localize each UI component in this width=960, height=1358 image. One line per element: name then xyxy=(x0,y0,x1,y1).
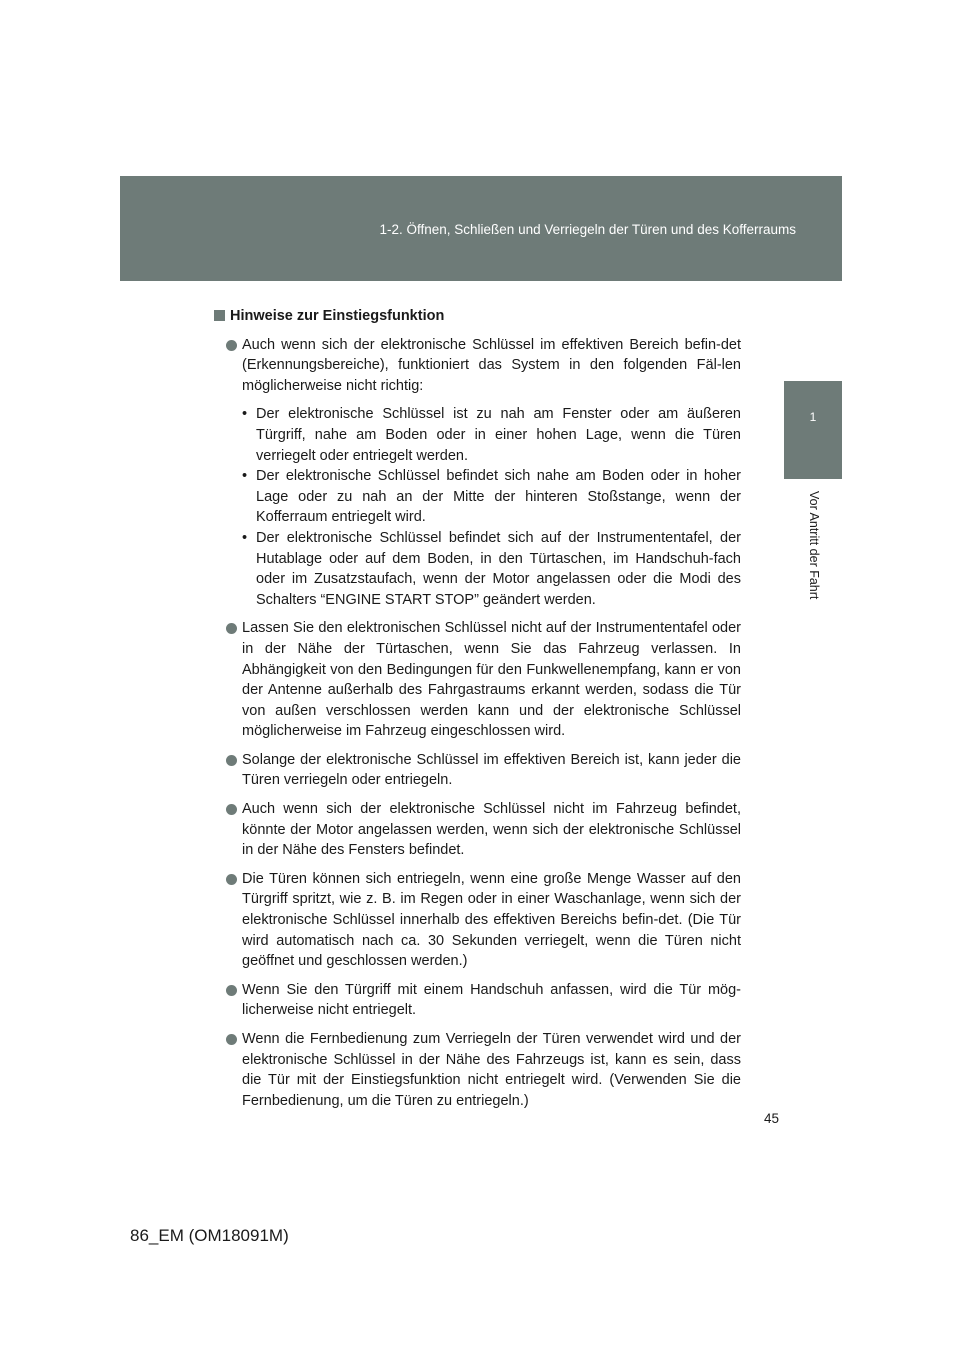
section-content xyxy=(214,306,741,1119)
chapter-number: 1 xyxy=(809,410,817,424)
chapter-title: 1-2. Öffnen, Schließen und Verriegeln der Türen und des Kofferraums xyxy=(379,222,796,237)
bullet-text: Solange der elektronische Schlüssel im effektiven Bereich ist, kann jeder die Türen verriegeln oder entriegeln. xyxy=(242,751,741,789)
section-heading-text: Hinweise zur Einstiegsfunktion xyxy=(230,308,445,324)
round-bullet-icon xyxy=(226,1034,237,1045)
sub-list-item xyxy=(214,528,741,610)
bullet-text: Auch wenn sich der elektronische Schlüssel nicht im Fahrzeug befindet, könnte der Motor angelassen werden, wenn sich der elektronische Schlüssel in der Nähe des Fensters befindet. xyxy=(242,801,741,859)
dot-bullet-icon: • xyxy=(242,406,248,423)
page-number: 45 xyxy=(763,1111,779,1126)
chapter-side-label: Vor Antritt der Fahrt xyxy=(807,491,821,600)
sub-list-item xyxy=(214,404,741,466)
round-bullet-icon xyxy=(226,874,237,885)
bullet-text: Die Türen können sich entriegeln, wenn eine große Menge Wasser auf den Türgriff spritzt, wie z. B. im Regen oder in einer Waschanlage, wenn sich der elektronische Schlüssel innerhalb des effektiven Bereichs befin-det. (Die Tür wird automatisch nach ca. 30 Sekunden verriegelt, wenn die Türen nicht geöffnet und geschlossen werden.) xyxy=(242,870,741,970)
sub-list-item xyxy=(214,466,741,528)
document-code: 86_EM (OM18091M) xyxy=(130,1226,289,1245)
bullet-text: Auch wenn sich der elektronische Schlüssel im effektiven Bereich befin-det (Erkennungsbereiche), funktioniert das System in den folgenden Fäl-len möglicherweise nicht richtig: xyxy=(242,336,741,394)
bullet-item xyxy=(214,750,741,791)
sub-item-text: Der elektronische Schlüssel befindet sich nahe am Boden oder in hoher Lage oder zu nah an der Mitte der hinteren Stoßstange, wenn der Kofferraum entriegelt wird. xyxy=(256,468,741,526)
bullet-item xyxy=(214,799,741,861)
bullet-text: Wenn Sie den Türgriff mit einem Handschuh anfassen, wird die Tür mög-licherweise nicht entriegelt. xyxy=(242,981,741,1019)
round-bullet-icon xyxy=(226,985,237,996)
round-bullet-icon xyxy=(226,623,237,634)
round-bullet-icon xyxy=(226,804,237,815)
bullet-text: Lassen Sie den elektronischen Schlüssel nicht auf der Instrumententafel oder in der Nähe der Türtaschen, wenn Sie das Fahrzeug verlassen. In Abhängigkeit von den Bedingungen für den Funkwellenempfang, kann er von der Antenne außerhalb des Fahrgastraums erkannt werden, sodass die Tür von außen verschlossen werden kann und der elektronische Schlüssel möglicherweise im Fahrzeug eingeschlossen wird. xyxy=(242,620,741,740)
bullet-item xyxy=(214,618,741,742)
sub-item-text: Der elektronische Schlüssel ist zu nah am Fenster oder am äußeren Türgriff, nahe am Boden oder in einer hohen Lage, wenn die Türen verriegelt oder entriegelt werden. xyxy=(256,406,741,464)
dot-bullet-icon: • xyxy=(242,468,248,485)
dot-bullet-icon: • xyxy=(242,529,248,546)
bullet-item xyxy=(214,335,741,397)
section-heading xyxy=(214,306,741,327)
bullet-item xyxy=(214,869,741,972)
square-bullet-icon xyxy=(214,310,225,321)
bullet-item xyxy=(214,1029,741,1111)
sub-list xyxy=(214,404,741,610)
round-bullet-icon xyxy=(226,340,237,351)
round-bullet-icon xyxy=(226,755,237,766)
header-band xyxy=(120,176,842,281)
sub-item-text: Der elektronische Schlüssel befindet sich auf der Instrumententafel, der Hutablage oder auf dem Boden, in den Türtaschen, im Handschuh-fach oder im Zusatzstaufach, wenn der Motor angelassen oder die Modi des Schalters “ENGINE START STOP” geändert werden. xyxy=(256,529,741,608)
bullet-item xyxy=(214,980,741,1021)
bullet-text: Wenn die Fernbedienung zum Verriegeln der Türen verwendet wird und der elektronische Schlüssel in der Nähe des Fahrzeugs ist, kann es sein, dass die Tür mit der Einstiegsfunktion nicht entriegelt wird. (Verwenden Sie die Fernbedienung, um die Türen zu entriegeln.) xyxy=(242,1031,741,1109)
chapter-tab xyxy=(784,381,842,479)
